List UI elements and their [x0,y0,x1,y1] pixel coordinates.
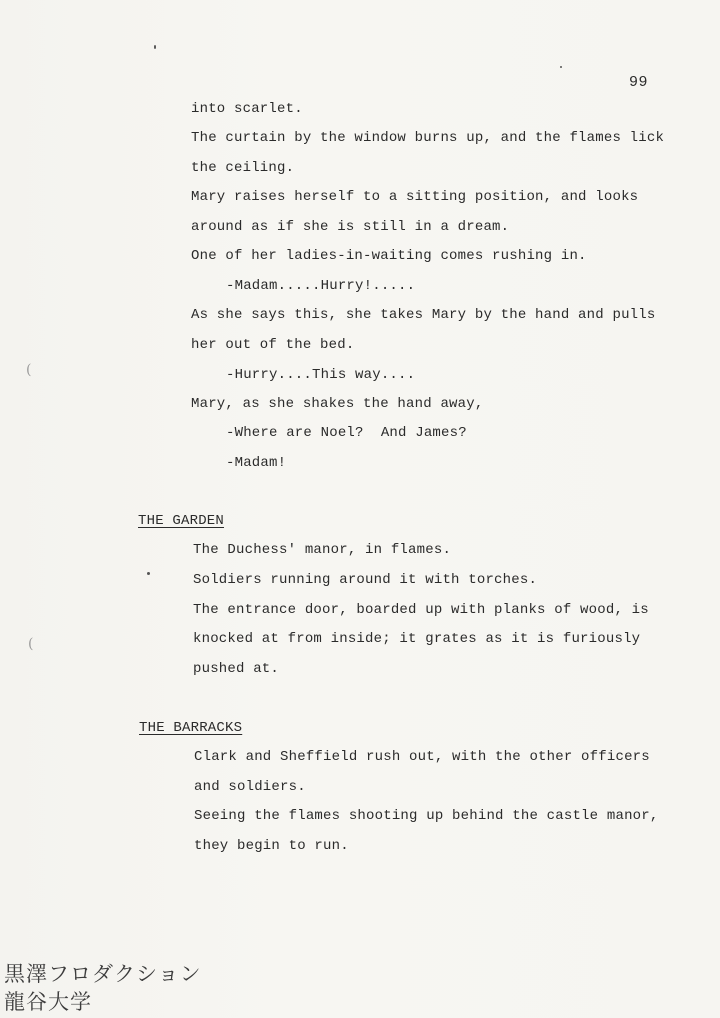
action-line: and soldiers. [194,779,306,795]
action-line: knocked at from inside; it grates as it is furiously [193,631,641,647]
action-line: The curtain by the window burns up, and the flames lick [191,130,665,146]
watermark-university: 龍谷大学 [4,990,92,1014]
action-line: her out of the bed. [191,337,355,353]
action-line: Mary, as she shakes the hand away, [191,396,484,412]
dialogue-line: -Madam! [226,455,287,471]
action-line: they begin to run. [194,838,349,854]
action-line: The Duchess' manor, in flames. [193,542,452,558]
action-line: pushed at. [193,661,280,677]
action-line: around as if she is still in a dream. [191,219,510,235]
action-line: the ceiling. [191,160,295,176]
dialogue-line: -Where are Noel? And James? [226,425,467,441]
action-line: into scarlet. [191,101,303,117]
margin-mark: ( [26,362,32,378]
action-line: As she says this, she takes Mary by the hand and pulls [191,307,656,323]
scan-speck [154,45,156,49]
dialogue-line: -Madam.....Hurry!..... [226,278,416,294]
action-line: Clark and Sheffield rush out, with the other officers [194,749,650,765]
scan-speck [560,66,562,68]
dialogue-line: -Hurry....This way.... [226,367,416,383]
page-number: 99 [629,74,649,91]
action-line: Seeing the flames shooting up behind the castle manor, [194,808,659,824]
scene-heading: THE GARDEN [138,513,225,529]
action-line: The entrance door, boarded up with planks of wood, is [193,602,649,618]
action-line: One of her ladies-in-waiting comes rushing in. [191,248,587,264]
watermark-production: 黒澤フロダクション [4,962,202,986]
action-line: Mary raises herself to a sitting position, and looks [191,189,639,205]
action-line: Soldiers running around it with torches. [193,572,538,588]
scene-heading: THE BARRACKS [139,720,243,736]
margin-mark: ( [28,636,34,652]
scan-speck [147,572,150,575]
